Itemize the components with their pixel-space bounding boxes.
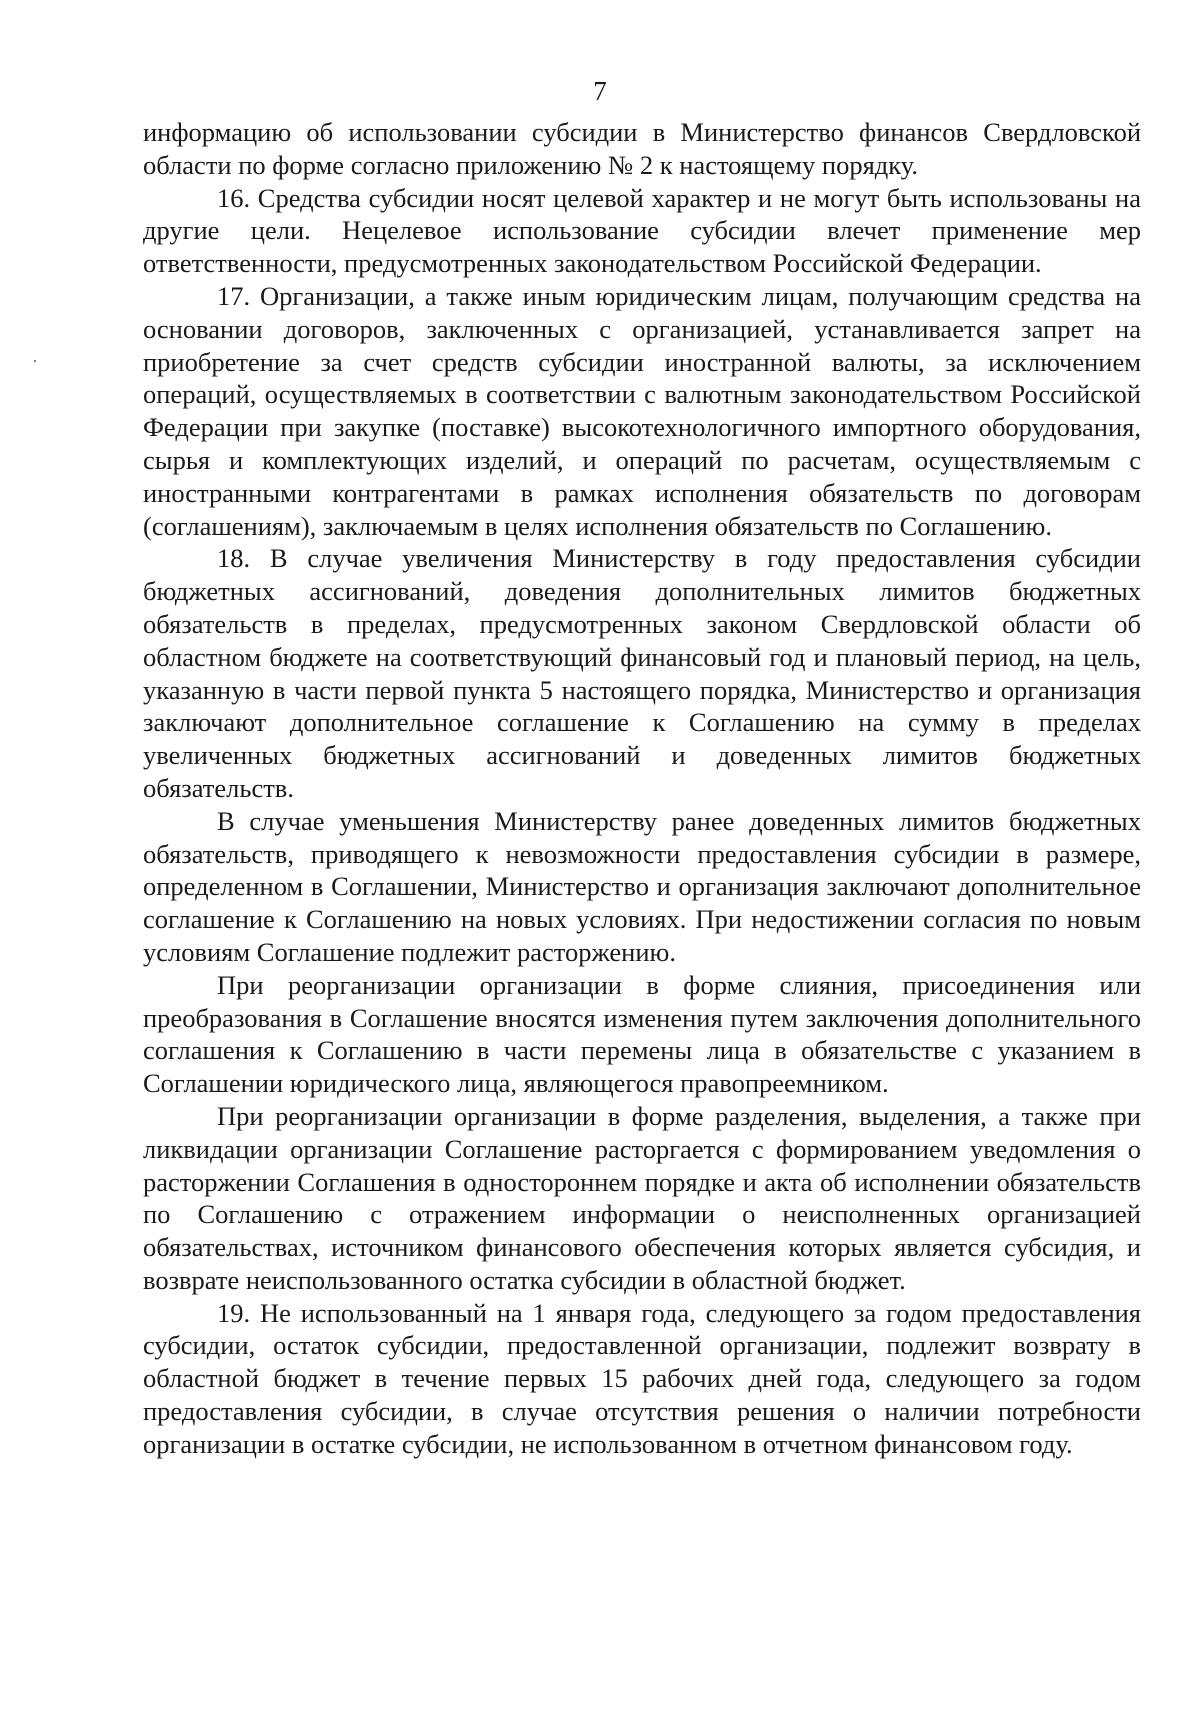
- paragraph-18-merger: При реорганизации организации в форме слияния, присоединения или преобразования в Соглашение вносятся изменения путем заключения дополнительного соглашения к Соглашению в части перемены лица в обязательстве с указанием в Соглашении юридического лица, являющегося правопреемником.: [143, 969, 1141, 1099]
- scan-speck: [34, 360, 36, 362]
- paragraph-17: 17. Организации, а также иным юридическим лицам, получающим средства на основании договоров, заключенных с организацией, устанавливается запрет на приобретение за счет средств субсидии иностранной валюты, за исключением операций, осуществляемых в соответствии с валютным законодательством Российской Федерации при закупке (поставке) высокотехнологичного импортного оборудования, сырья и комплектующих изделий, и операций по расчетам, осуществляемым с иностранными контрагентами в рамках исполнения обязательств по договорам (соглашениям), заключаемым в целях исполнения обязательств по Соглашению.: [143, 280, 1141, 541]
- paragraph-18-liquidation: При реорганизации организации в форме разделения, выделения, а также при ликвидации организации Соглашение расторгается с формированием уведомления о расторжении Соглашения в одностороннем порядке и акта об исполнении обязательств по Соглашению с отражением информации о неисполненных организацией обязательствах, источником финансового обеспечения которых является субсидия, и возврате неиспользованного остатка субсидии в областной бюджет.: [143, 1100, 1141, 1295]
- paragraph-continuation: информацию об использовании субсидии в Министерство финансов Свердловской области по форме согласно приложению № 2 к настоящему порядку.: [143, 117, 1141, 180]
- paragraph-16: 16. Средства субсидии носят целевой характер и не могут быть использованы на другие цели. Нецелевое использование субсидии влечет применение мер ответственности, предусмотренных законодательством Российской Федерации.: [143, 182, 1141, 279]
- document-body: [143, 116, 1141, 1461]
- paragraph-18-reduction: В случае уменьшения Министерству ранее доведенных лимитов бюджетных обязательств, приводящего к невозможности предоставления субсидии в размере, определенном в Соглашении, Министерство и организация заключают дополнительное соглашение к Соглашению на новых условиях. При недостижении согласия по новым условиям Соглашение подлежит расторжению.: [143, 805, 1141, 967]
- paragraph-18: 18. В случае увеличения Министерству в году предоставления субсидии бюджетных ассигнований, доведения дополнительных лимитов бюджетных обязательств в пределах, предусмотренных законом Свердловской области об областном бюджете на соответствующий финансовый год и плановый период, на цель, указанную в части первой пункта 5 настоящего порядка, Министерство и организация заключают дополнительное соглашение к Соглашению на сумму в пределах увеличенных бюджетных ассигнований и доведенных лимитов бюджетных обязательств.: [143, 543, 1141, 803]
- paragraph-19: 19. Не использованный на 1 января года, следующего за годом предоставления субсидии, остаток субсидии, предоставленной организации, подлежит возврату в областной бюджет в течение первых 15 рабочих дней года, следующего за годом предоставления субсидии, в случае отсутствия решения о наличии потребности организации в остатке субсидии, не использованном в отчетном финансовом году.: [143, 1297, 1141, 1459]
- page-number: 7: [593, 76, 607, 106]
